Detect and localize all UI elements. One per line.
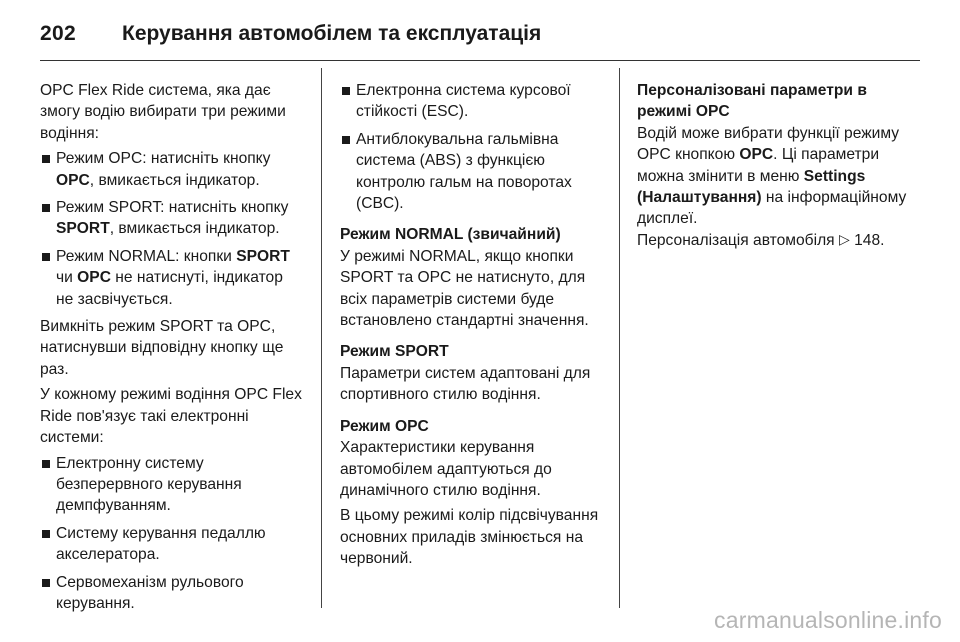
system-item-text: Сервомеханізм рульового керування. xyxy=(56,573,244,612)
list-item xyxy=(40,453,302,517)
opc-button-label: OPC xyxy=(56,171,90,189)
mode-sport-tail: , вмикається індикатор. xyxy=(109,220,280,238)
mode-opc-text: Режим OPC: натисніть кнопку xyxy=(56,150,271,168)
watermark: carmanualsonline.info xyxy=(714,607,942,633)
square-bullet-icon xyxy=(42,155,50,163)
section-text: Характеристики керування автомобілем адаптуються до динамічного стилю водіння. xyxy=(340,439,552,499)
page-ref-text: Персоналізація автомобіля xyxy=(637,231,839,249)
header-divider xyxy=(40,60,920,61)
text-run: . xyxy=(880,231,885,249)
mode-normal-mid: чи xyxy=(56,269,78,287)
list-item xyxy=(40,148,302,191)
sport-button-label: SPORT xyxy=(236,247,290,265)
opc-button-label: OPC xyxy=(77,269,111,287)
personalization-paragraph xyxy=(637,123,917,251)
column-1 xyxy=(40,80,302,620)
opc-button-label: OPC xyxy=(739,146,774,164)
column-divider-2 xyxy=(619,68,620,608)
list-item xyxy=(340,129,606,215)
section-heading: Режим OPC xyxy=(340,417,429,435)
list-item xyxy=(40,246,302,310)
system-item-text: Систему керування педаллю акселератора. xyxy=(56,524,266,564)
opc-section xyxy=(340,416,606,570)
square-bullet-icon xyxy=(342,136,350,144)
page-title: Керування автомобілем та експлуатація xyxy=(122,22,542,45)
system-list-continued xyxy=(340,80,606,214)
section-text: Параметри систем адаптовані для спортивного стилю водіння. xyxy=(340,364,591,404)
column-divider-1 xyxy=(321,68,322,608)
square-bullet-icon xyxy=(342,87,350,95)
square-bullet-icon xyxy=(42,204,50,212)
list-item xyxy=(40,197,302,240)
square-bullet-icon xyxy=(42,530,50,538)
mode-sport-text: Режим SPORT: натисніть кнопку xyxy=(56,199,289,217)
text-run: . Ці параметри можна змінити в меню xyxy=(637,146,880,185)
settings-menu-label: Settings (Налаштування) xyxy=(637,167,866,207)
column-3 xyxy=(637,80,917,255)
disable-paragraph: Вимкніть режим SPORT та OPC, натиснувши відповідну кнопку ще раз. xyxy=(40,318,284,378)
system-item-text: Електронна система курсової стійкості (ESC). xyxy=(356,82,571,121)
mode-normal-tail: не натиснуті, індикатор не засвічується. xyxy=(56,269,283,308)
column-2 xyxy=(340,80,606,574)
text-run: Водій може вибрати функції режиму OPC кнопкою xyxy=(637,124,900,164)
page-number: 202 xyxy=(40,22,76,45)
arrow-ref-icon: ▷ xyxy=(838,230,850,247)
page-header xyxy=(40,14,920,54)
list-item xyxy=(40,572,302,615)
list-item xyxy=(40,523,302,566)
system-item-text: Електронну систему безперервного керування демпфуванням. xyxy=(56,454,242,515)
section-heading: Персоналізовані параметри в режимі OPC xyxy=(637,82,867,121)
normal-section xyxy=(340,224,606,331)
sport-button-label: SPORT xyxy=(56,220,110,238)
sport-section xyxy=(340,341,606,405)
intro-paragraph: OPC Flex Ride система, яка дає змогу водію вибирати три режими водіння: xyxy=(40,82,286,142)
section-text: У режимі NORMAL, якщо кнопки SPORT та OPC не натиснуто, для всіх параметрів системи буде встановлено стандартні значення. xyxy=(340,247,589,330)
mode-normal-text: Режим NORMAL: кнопки xyxy=(56,247,237,265)
square-bullet-icon xyxy=(42,253,50,261)
system-list xyxy=(40,453,302,615)
section-heading: Режим SPORT xyxy=(340,343,449,361)
page-ref-number[interactable]: 148 xyxy=(854,231,881,249)
text-run: на інформаційному дисплеї. xyxy=(637,189,907,228)
section-heading: Режим NORMAL (звичайний) xyxy=(340,226,561,244)
square-bullet-icon xyxy=(42,579,50,587)
system-item-text: Антиблокувальна гальмівна система (ABS) з функцією контролю гальм на поворотах (CBC). xyxy=(356,130,572,213)
mode-opc-tail: , вмикається індикатор. xyxy=(89,171,260,189)
mode-list xyxy=(40,148,302,310)
square-bullet-icon xyxy=(42,460,50,468)
section-text: В цьому режимі колір підсвічування основних приладів змінюється на червоний. xyxy=(340,507,599,568)
list-item xyxy=(340,80,606,123)
each-mode-paragraph: У кожному режимі водіння OPC Flex Ride пов'язує такі електронні системи: xyxy=(40,386,302,447)
